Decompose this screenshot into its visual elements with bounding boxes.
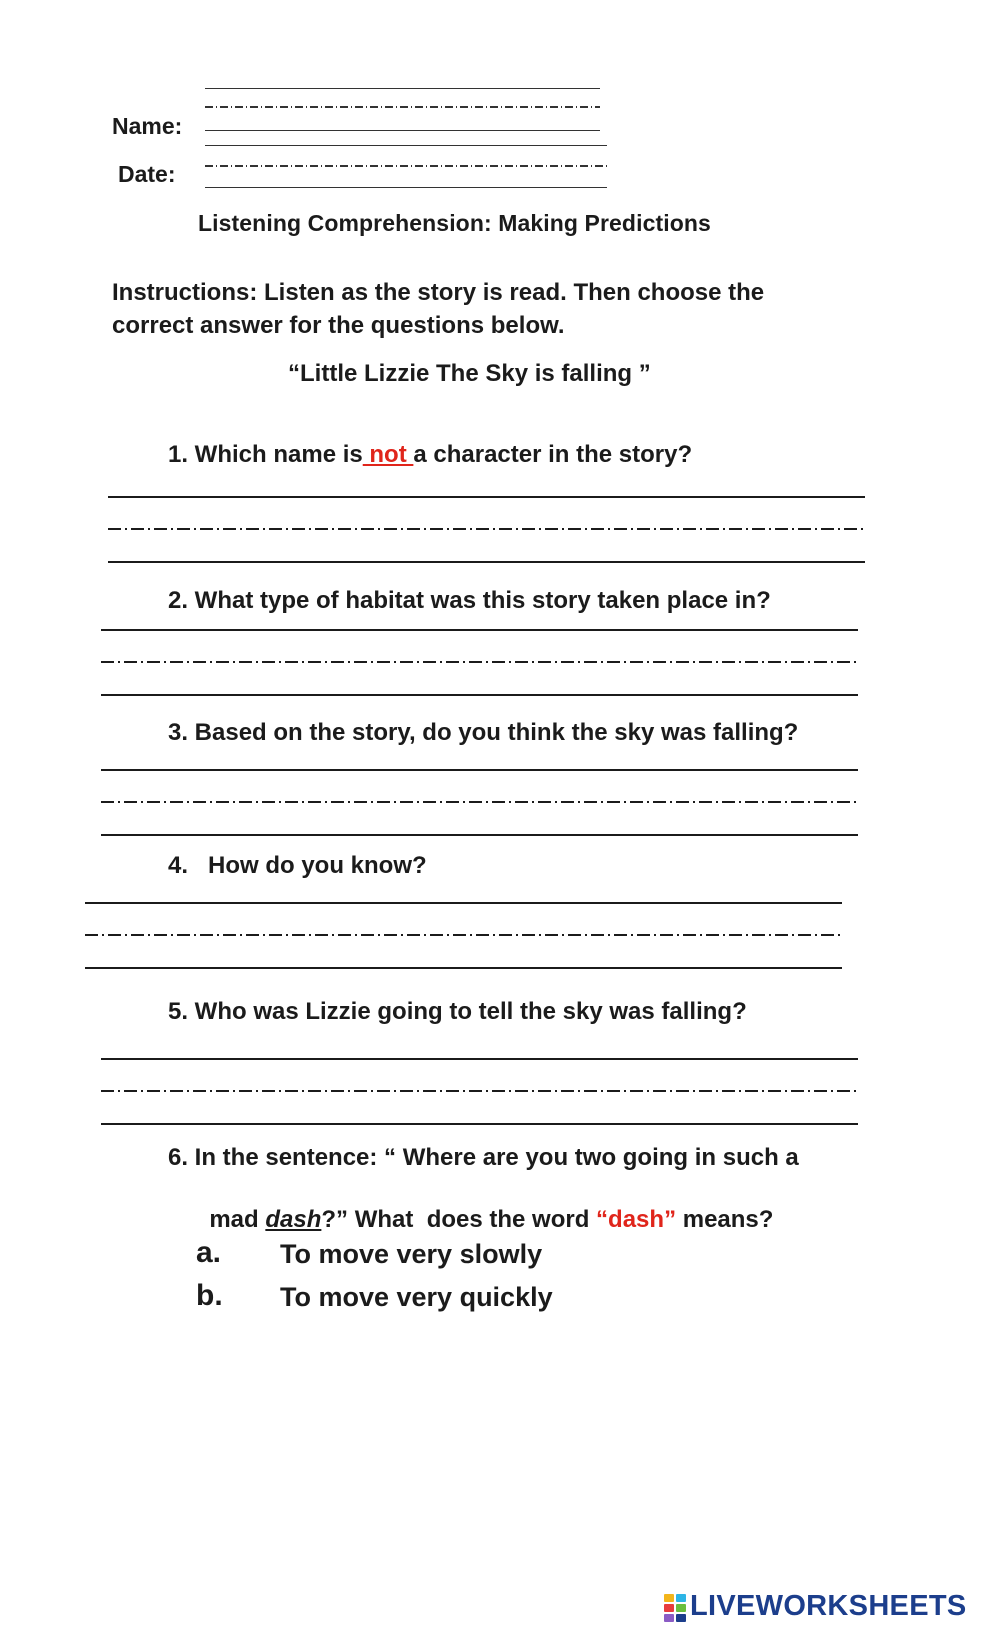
question-6-post: means? <box>676 1206 774 1233</box>
liveworksheets-logo-text: LIVEWORKSHEETS <box>690 1590 967 1622</box>
name-guide-top <box>205 88 600 89</box>
option-b-letter: b. <box>196 1279 223 1312</box>
name-label: Name: <box>112 113 183 139</box>
question-1-pre: 1. Which name is <box>168 441 363 468</box>
answer-2-line-base[interactable] <box>101 694 858 696</box>
question-6-mid: ?” What does the word <box>321 1206 597 1233</box>
answer-1-line-base[interactable] <box>108 561 865 563</box>
answer-4-line-mid[interactable] <box>85 934 842 936</box>
question-1 <box>168 441 692 469</box>
answer-1-line-top[interactable] <box>108 496 865 498</box>
name-guide-base[interactable] <box>205 130 600 131</box>
option-b-text: To move very quickly <box>280 1282 553 1312</box>
answer-3-line-base[interactable] <box>101 834 858 836</box>
answer-5-line-base[interactable] <box>101 1123 858 1125</box>
question-6-red-word: “dash” <box>596 1206 677 1233</box>
instructions-line-1 <box>112 279 764 307</box>
question-1-post: a character in the story? <box>413 441 693 468</box>
name-guide-mid <box>205 106 600 108</box>
instructions-text-1: Listen as the story is read. Then choose the <box>257 279 765 306</box>
liveworksheets-logo-icon <box>664 1594 686 1622</box>
question-5: 5. Who was Lizzie going to tell the sky was falling? <box>168 998 747 1025</box>
date-guide-base[interactable] <box>205 187 607 188</box>
answer-5-line-top[interactable] <box>101 1058 858 1060</box>
date-guide-mid <box>205 165 607 167</box>
question-1-emphasis: not <box>362 441 414 468</box>
worksheet-title: Listening Comprehension: Making Predictions <box>198 210 711 236</box>
answer-2-line-mid[interactable] <box>101 661 858 663</box>
question-6-line-1: 6. In the sentence: “ Where are you two going in such a <box>168 1144 799 1171</box>
date-guide-top <box>205 145 607 146</box>
answer-4-line-top[interactable] <box>85 902 842 904</box>
answer-4-line-base[interactable] <box>85 967 842 969</box>
answer-3-line-mid[interactable] <box>101 801 858 803</box>
option-a-text: To move very slowly <box>280 1239 543 1269</box>
answer-3-line-top[interactable] <box>101 769 858 771</box>
date-label: Date: <box>118 161 176 187</box>
question-2: 2. What type of habitat was this story taken place in? <box>168 587 771 614</box>
answer-1-line-mid[interactable] <box>108 528 865 530</box>
question-3: 3. Based on the story, do you think the sky was falling? <box>168 719 799 746</box>
question-4: 4. How do you know? <box>168 852 427 879</box>
answer-2-line-top[interactable] <box>101 629 858 631</box>
question-6-keyword: dash <box>265 1206 322 1233</box>
instructions-label: Instructions: <box>112 279 258 306</box>
instructions-line-2: correct answer for the questions below. <box>112 312 565 339</box>
answer-5-line-mid[interactable] <box>101 1090 858 1092</box>
question-6-pre: mad <box>209 1206 266 1233</box>
story-title: “Little Lizzie The Sky is falling ” <box>288 360 651 387</box>
option-a-letter: a. <box>196 1236 222 1269</box>
question-6-line-2 <box>196 1178 773 1234</box>
